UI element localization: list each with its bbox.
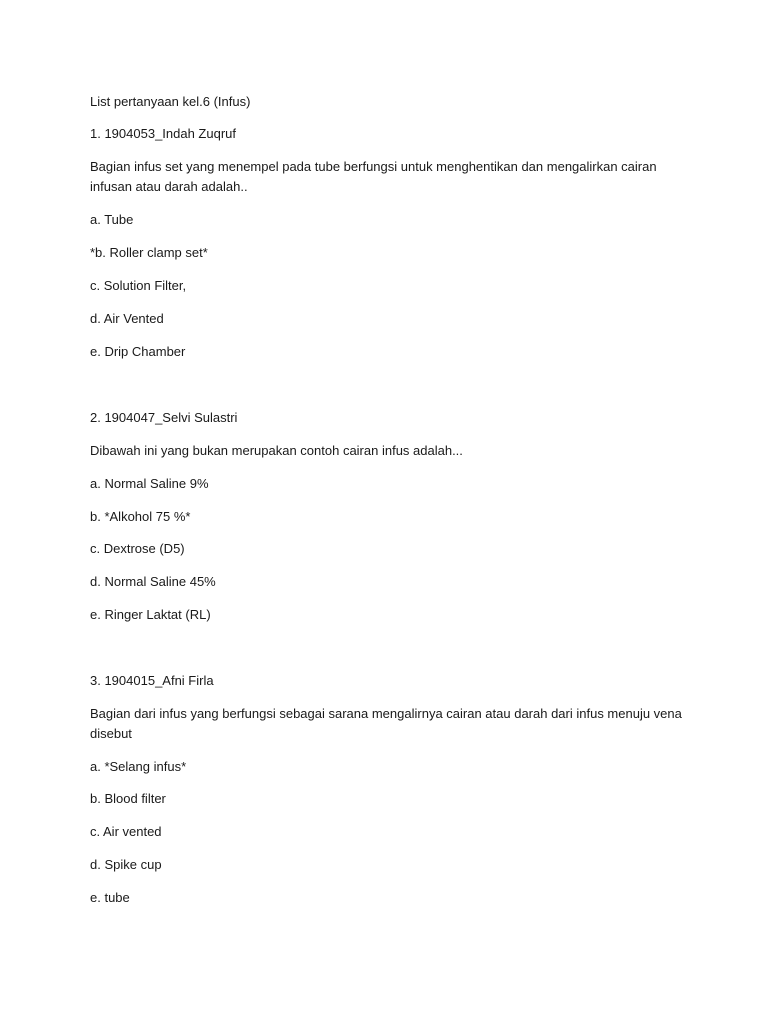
question-2-text bbox=[90, 441, 690, 461]
question-1-text-line-2: infusan atau darah adalah.. bbox=[90, 179, 248, 194]
document-title: List pertanyaan kel.6 (Infus) bbox=[90, 94, 251, 109]
question-1-option-b: *b. Roller clamp set* bbox=[90, 245, 208, 260]
question-1-option-d: d. Air Vented bbox=[90, 311, 164, 326]
question-1-option-e: e. Drip Chamber bbox=[90, 344, 186, 359]
question-3-option-c: c. Air vented bbox=[90, 824, 162, 839]
question-1-text-line-1: Bagian infus set yang menempel pada tube berfungsi untuk menghentikan dan mengalirkan cairan bbox=[90, 159, 657, 174]
question-2-option-e: e. Ringer Laktat (RL) bbox=[90, 607, 211, 622]
question-3-text-line-1: Bagian dari infus yang berfungsi sebagai sarana mengalirnya cairan atau darah dari infus menuju vena bbox=[90, 706, 682, 721]
question-2-option-b: b. *Alkohol 75 %* bbox=[90, 509, 191, 524]
question-1-option-c: c. Solution Filter, bbox=[90, 278, 187, 293]
question-3-header: 3. 1904015_Afni Firla bbox=[90, 673, 214, 688]
question-2-text-line-1: Dibawah ini yang bukan merupakan contoh cairan infus adalah... bbox=[90, 443, 463, 458]
question-3-text-line-2: disebut bbox=[90, 726, 132, 741]
question-3-option-e: e. tube bbox=[90, 890, 130, 905]
question-2-option-d: d. Normal Saline 45% bbox=[90, 574, 216, 589]
question-3-option-d: d. Spike cup bbox=[90, 857, 162, 872]
question-1-text bbox=[90, 157, 690, 197]
question-3-option-b: b. Blood filter bbox=[90, 791, 166, 806]
question-1-option-a: a. Tube bbox=[90, 212, 134, 227]
question-3-text bbox=[90, 704, 690, 744]
question-2-header: 2. 1904047_Selvi Sulastri bbox=[90, 410, 238, 425]
question-1-header: 1. 1904053_Indah Zuqruf bbox=[90, 126, 237, 141]
question-3-option-a: a. *Selang infus* bbox=[90, 759, 187, 774]
question-2-option-a: a. Normal Saline 9% bbox=[90, 476, 209, 491]
question-2-option-c: c. Dextrose (D5) bbox=[90, 541, 185, 556]
